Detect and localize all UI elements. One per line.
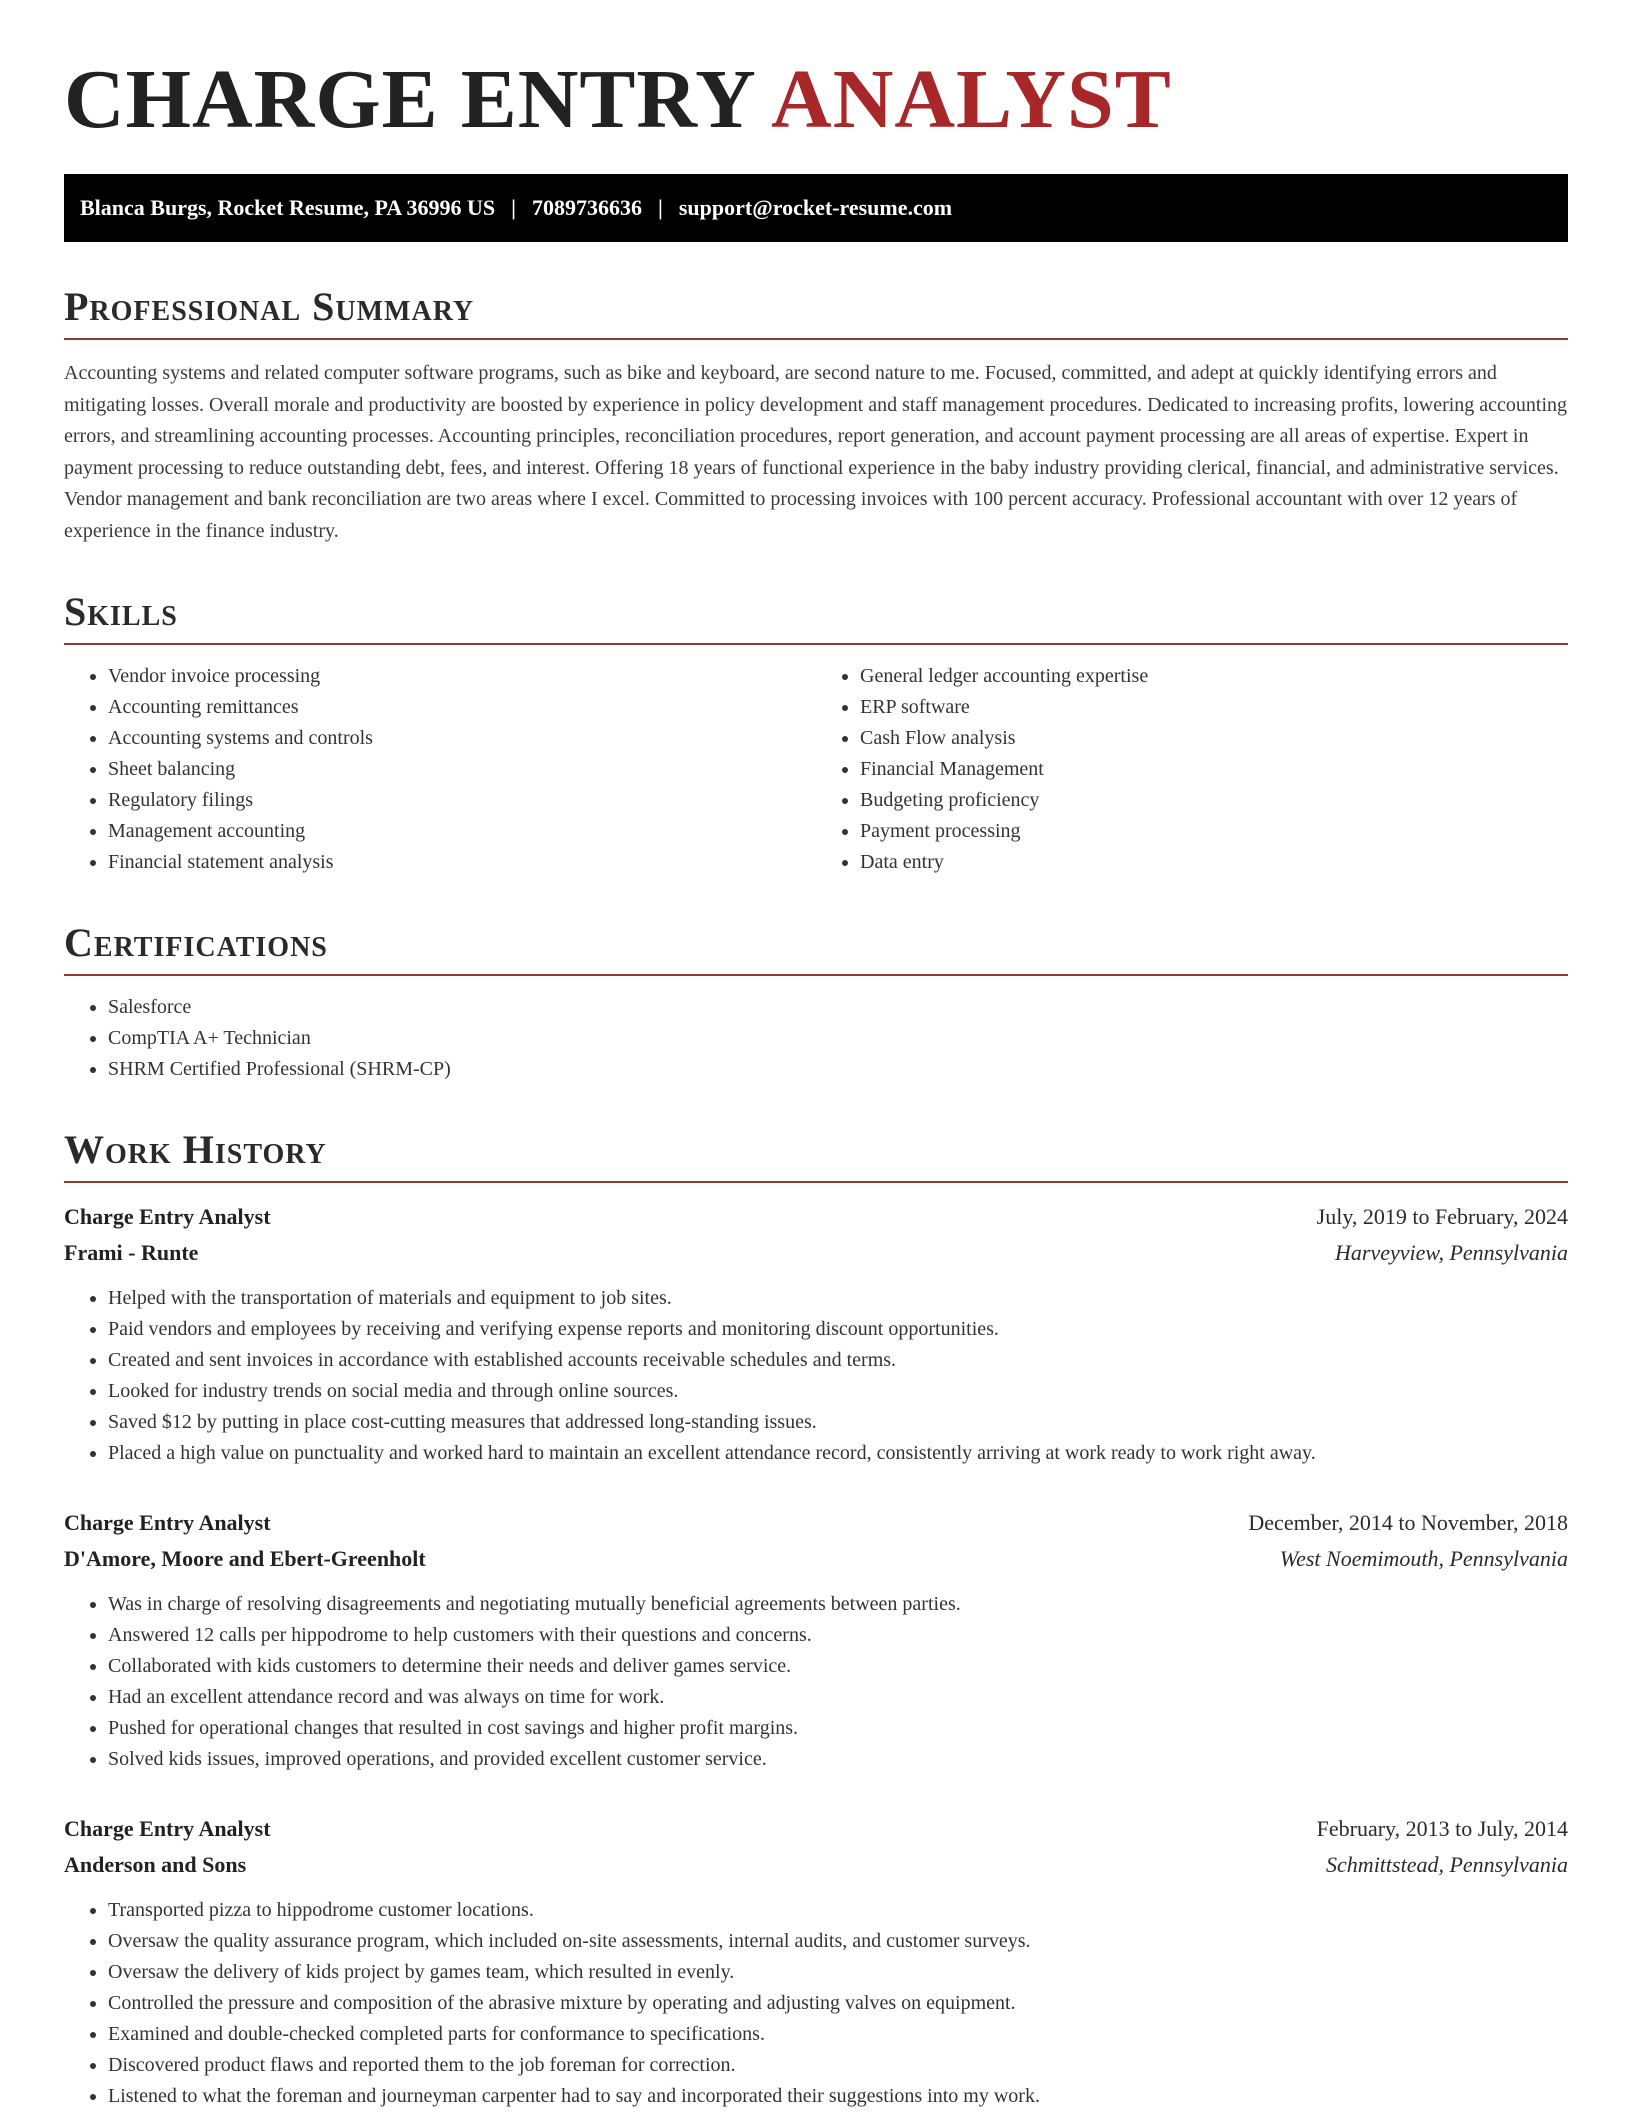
skills-section: [64, 591, 1568, 878]
job-bullet: • Solved kids issues, improved operations, and provided excellent customer service.: [108, 1744, 1568, 1775]
job-title-row: [64, 1811, 1568, 1847]
job-company: Anderson and Sons: [64, 1852, 247, 1878]
job-title-row: [64, 1505, 1568, 1541]
summary-section: [64, 286, 1568, 547]
job-bullet: • Looked for industry trends on social media and through online sources.: [108, 1376, 1568, 1407]
job-company: Frami - Runte: [64, 1240, 199, 1266]
job-role: Charge Entry Analyst: [64, 1510, 271, 1536]
job-bullet: • Created and sent invoices in accordance with established accounts receivable schedules and terms.: [108, 1345, 1568, 1376]
skill-item: • ERP software: [860, 692, 1568, 723]
job-bullet: • Collaborated with kids customers to determine their needs and deliver games service.: [108, 1651, 1568, 1682]
job-company-row: [64, 1235, 1568, 1271]
certifications-list: [64, 992, 1568, 1085]
summary-heading: Professional Summary: [64, 286, 1568, 340]
job-title-row: [64, 1199, 1568, 1235]
skills-columns: [64, 645, 1568, 878]
job-dates: February, 2013 to July, 2014: [1316, 1816, 1568, 1842]
title-accent-part: ANALYST: [771, 53, 1172, 146]
job-bullets: [64, 1283, 1568, 1469]
skill-item: • Budgeting proficiency: [860, 785, 1568, 816]
skill-item: • Accounting systems and controls: [108, 723, 816, 754]
contact-email[interactable]: support@rocket-resume.com: [678, 195, 953, 221]
job-bullet: • Was in charge of resolving disagreements and negotiating mutually beneficial agreements between parties.: [108, 1589, 1568, 1620]
job-bullet: • Paid vendors and employees by receiving and verifying expense reports and monitoring discount opportunities.: [108, 1314, 1568, 1345]
job-bullet: • Helped with the transportation of materials and equipment to job sites.: [108, 1283, 1568, 1314]
job-bullet: • Transported pizza to hippodrome customer locations.: [108, 1895, 1568, 1926]
job-bullet: • Had an excellent attendance record and was always on time for work.: [108, 1682, 1568, 1713]
skill-item: • Vendor invoice processing: [108, 661, 816, 692]
job-bullet: • Listened to what the foreman and journeyman carpenter had to say and incorporated their suggestions into my work.: [108, 2081, 1568, 2112]
job-entry: [64, 1199, 1568, 1469]
job-bullets: [64, 1589, 1568, 1775]
skill-item: • Regulatory filings: [108, 785, 816, 816]
job-bullet: • Controlled the pressure and composition of the abrasive mixture by operating and adjusting valves on equipment.: [108, 1988, 1568, 2019]
certification-item: • CompTIA A+ Technician: [108, 1023, 1568, 1054]
skill-item: • Data entry: [860, 847, 1568, 878]
job-location: Schmittstead, Pennsylvania: [1326, 1852, 1568, 1878]
skills-heading: Skills: [64, 591, 1568, 645]
job-bullet: • Examined and double-checked completed parts for conformance to specifications.: [108, 2019, 1568, 2050]
certifications-section: [64, 922, 1568, 1085]
certifications-heading: Certifications: [64, 922, 1568, 976]
job-bullet: • Oversaw the quality assurance program, which included on-site assessments, internal audits, and customer surveys.: [108, 1926, 1568, 1957]
job-company: D'Amore, Moore and Ebert-Greenholt: [64, 1546, 426, 1572]
job-bullet: • Saved $12 by putting in place cost-cutting measures that addressed long-standing issues.: [108, 1407, 1568, 1438]
job-location: Harveyview, Pennsylvania: [1335, 1240, 1568, 1266]
job-entry: [64, 1505, 1568, 1775]
work-history-section: [64, 1129, 1568, 2112]
skill-item: • Accounting remittances: [108, 692, 816, 723]
job-company-row: [64, 1541, 1568, 1577]
skills-list-left: [64, 661, 816, 878]
job-bullet: • Pushed for operational changes that resulted in cost savings and higher profit margins.: [108, 1713, 1568, 1744]
job-role: Charge Entry Analyst: [64, 1204, 271, 1230]
job-entry: [64, 1811, 1568, 2112]
job-dates: July, 2019 to February, 2024: [1316, 1204, 1568, 1230]
skill-item: • General ledger accounting expertise: [860, 661, 1568, 692]
contact-bar: [64, 174, 1568, 242]
work-history-heading: Work History: [64, 1129, 1568, 1183]
job-bullet: • Placed a high value on punctuality and worked hard to maintain an excellent attendance record, consistently arriving at work ready to work right away.: [108, 1438, 1568, 1469]
summary-text: Accounting systems and related computer software programs, such as bike and keyboard, are second nature to me. Focused, committed, and adept at quickly identifying errors and mitigating losses. Overall morale and productivity are boosted by experience in policy development and staff management procedures. Dedicated to increasing profits, lowering accounting errors, and streamlining accounting processes. Accounting principles, reconciliation procedures, report generation, and account payment processing are all areas of expertise. Expert in payment processing to reduce outstanding debt, fees, and interest. Offering 18 years of functional experience in the baby industry providing clerical, financial, and administrative services. Vendor management and bank reconciliation are two areas where I excel. Committed to processing invoices with 100 percent accuracy. Professional accountant with over 12 years of experience in the finance industry.: [64, 362, 1568, 542]
skill-item: • Payment processing: [860, 816, 1568, 847]
job-role: Charge Entry Analyst: [64, 1816, 271, 1842]
job-bullets: [64, 1895, 1568, 2112]
certification-item: • SHRM Certified Professional (SHRM-CP): [108, 1054, 1568, 1085]
contact-separator: |: [511, 195, 517, 221]
job-bullet: • Answered 12 calls per hippodrome to help customers with their questions and concerns.: [108, 1620, 1568, 1651]
certification-item: • Salesforce: [108, 992, 1568, 1023]
skill-item: • Management accounting: [108, 816, 816, 847]
skills-list-right: [816, 661, 1568, 878]
contact-phone: 7089736636: [532, 195, 643, 221]
skill-item: • Financial Management: [860, 754, 1568, 785]
job-dates: December, 2014 to November, 2018: [1248, 1510, 1568, 1536]
skill-item: • Cash Flow analysis: [860, 723, 1568, 754]
title-first-part: CHARGE ENTRY: [64, 53, 754, 146]
resume-title: [64, 54, 1568, 146]
skill-item: • Sheet balancing: [108, 754, 816, 785]
contact-separator: |: [658, 195, 663, 221]
skill-item: • Financial statement analysis: [108, 847, 816, 878]
contact-address: Blanca Burgs, Rocket Resume, PA 36996 US: [80, 195, 496, 221]
job-bullet: • Discovered product flaws and reported them to the job foreman for correction.: [108, 2050, 1568, 2081]
job-bullet: • Oversaw the delivery of kids project by games team, which resulted in evenly.: [108, 1957, 1568, 1988]
job-company-row: [64, 1847, 1568, 1883]
job-location: West Noemimouth, Pennsylvania: [1279, 1546, 1568, 1572]
